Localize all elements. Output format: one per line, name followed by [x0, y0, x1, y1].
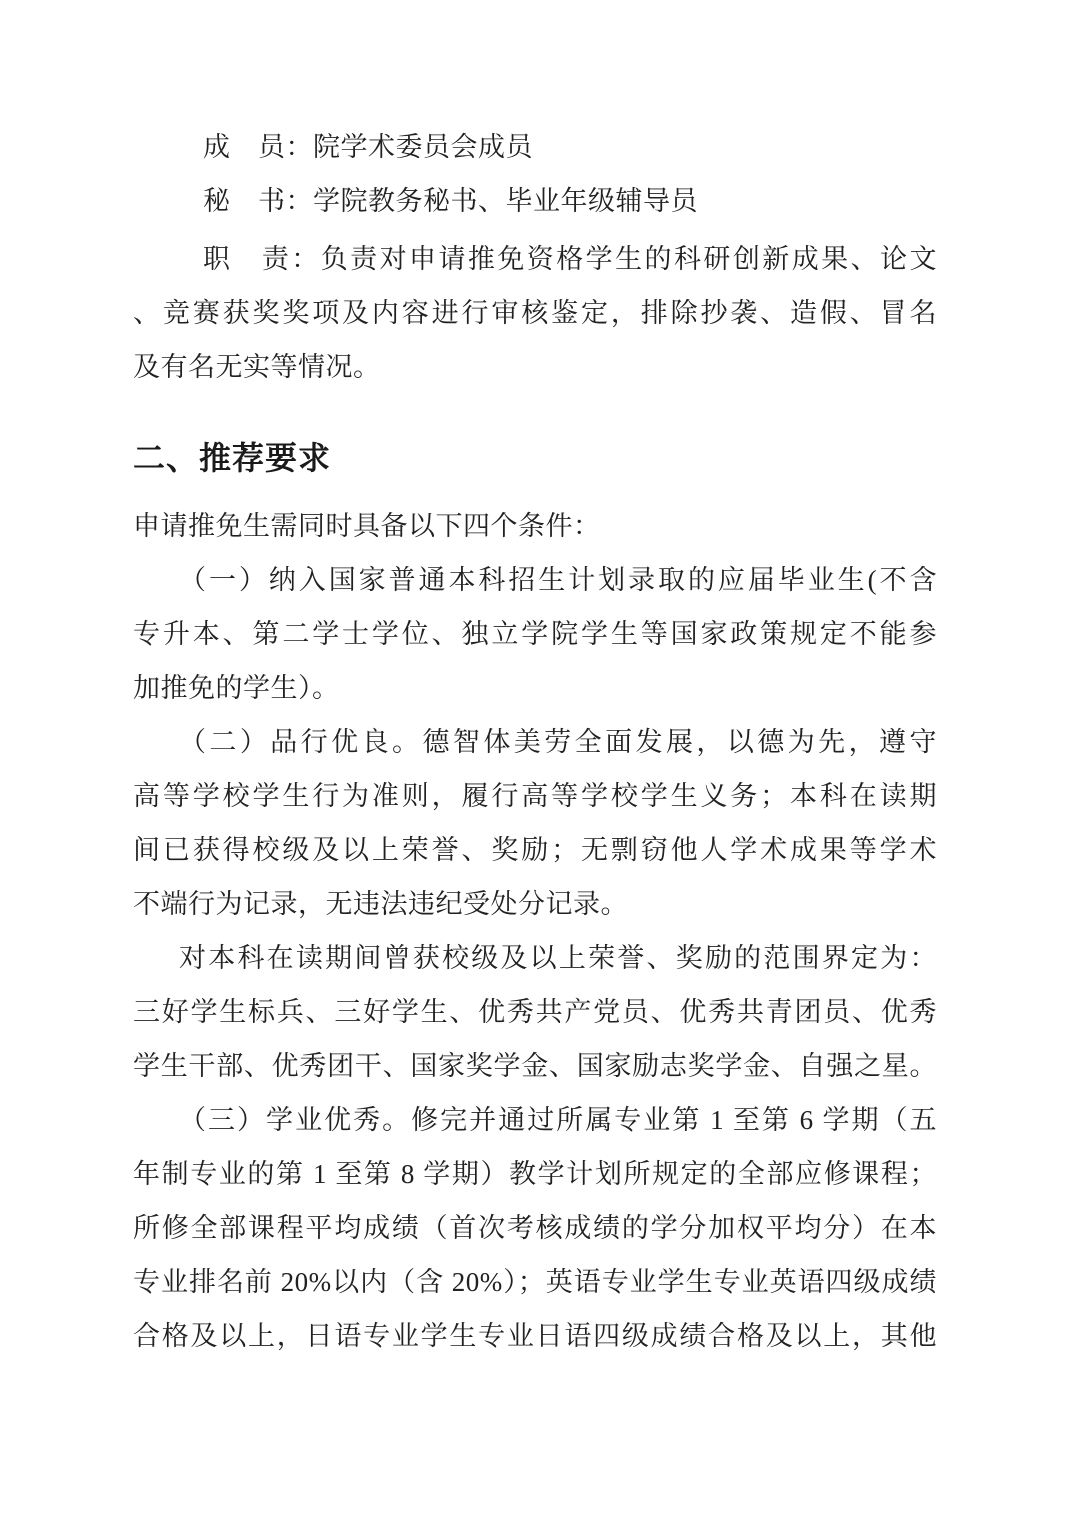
condition-1-line-2: 专升本、第二学士学位、独立学院学生等国家政策规定不能参 — [133, 619, 937, 649]
committee-members-line: 成 员：院学术委员会成员 — [203, 132, 533, 162]
committee-duties-line-3: 及有名无实等情况。 — [133, 352, 381, 382]
condition-3-line-4: 专业排名前 20%以内（含 20%）；英语专业学生专业英语四级成绩 — [133, 1267, 937, 1297]
committee-secretary-line: 秘 书：学院教务秘书、毕业年级辅导员 — [203, 186, 698, 216]
committee-duties-line-2: 、竞赛获奖奖项及内容进行审核鉴定，排除抄袭、造假、冒名 — [133, 298, 937, 328]
condition-1-line-1: （一）纳入国家普通本科招生计划录取的应届毕业生(不含 — [179, 565, 937, 595]
condition-2-line-4: 不端行为记录，无违法违纪受处分记录。 — [133, 889, 628, 919]
condition-2-line-1: （二）品行优良。德智体美劳全面发展，以德为先，遵守 — [179, 727, 937, 757]
honors-scope-line-3: 学生干部、优秀团干、国家奖学金、国家励志奖学金、自强之星。 — [133, 1051, 937, 1081]
condition-3-line-5: 合格及以上，日语专业学生专业日语四级成绩合格及以上，其他 — [133, 1321, 937, 1351]
condition-3-line-3: 所修全部课程平均成绩（首次考核成绩的学分加权平均分）在本 — [133, 1213, 937, 1243]
committee-duties-line-1: 职 责：负责对申请推免资格学生的科研创新成果、论文 — [203, 244, 937, 274]
condition-1-line-3: 加推免的学生）。 — [133, 673, 340, 703]
condition-3-line-1: （三）学业优秀。修完并通过所属专业第 1 至第 6 学期（五 — [179, 1105, 937, 1135]
requirements-intro-line: 申请推免生需同时具备以下四个条件： — [133, 511, 601, 541]
honors-scope-line-1: 对本科在读期间曾获校级及以上荣誉、奖励的范围界定为： — [179, 943, 937, 973]
condition-2-line-2: 高等学校学生行为准则，履行高等学校学生义务；本科在读期 — [133, 781, 937, 811]
section-heading-recommendation-requirements: 二、推荐要求 — [133, 440, 332, 476]
honors-scope-line-2: 三好学生标兵、三好学生、优秀共产党员、优秀共青团员、优秀 — [133, 997, 937, 1027]
condition-2-line-3: 间已获得校级及以上荣誉、奖励；无剽窃他人学术成果等学术 — [133, 835, 937, 865]
condition-3-line-2: 年制专业的第 1 至第 8 学期）教学计划所规定的全部应修课程； — [133, 1159, 937, 1189]
